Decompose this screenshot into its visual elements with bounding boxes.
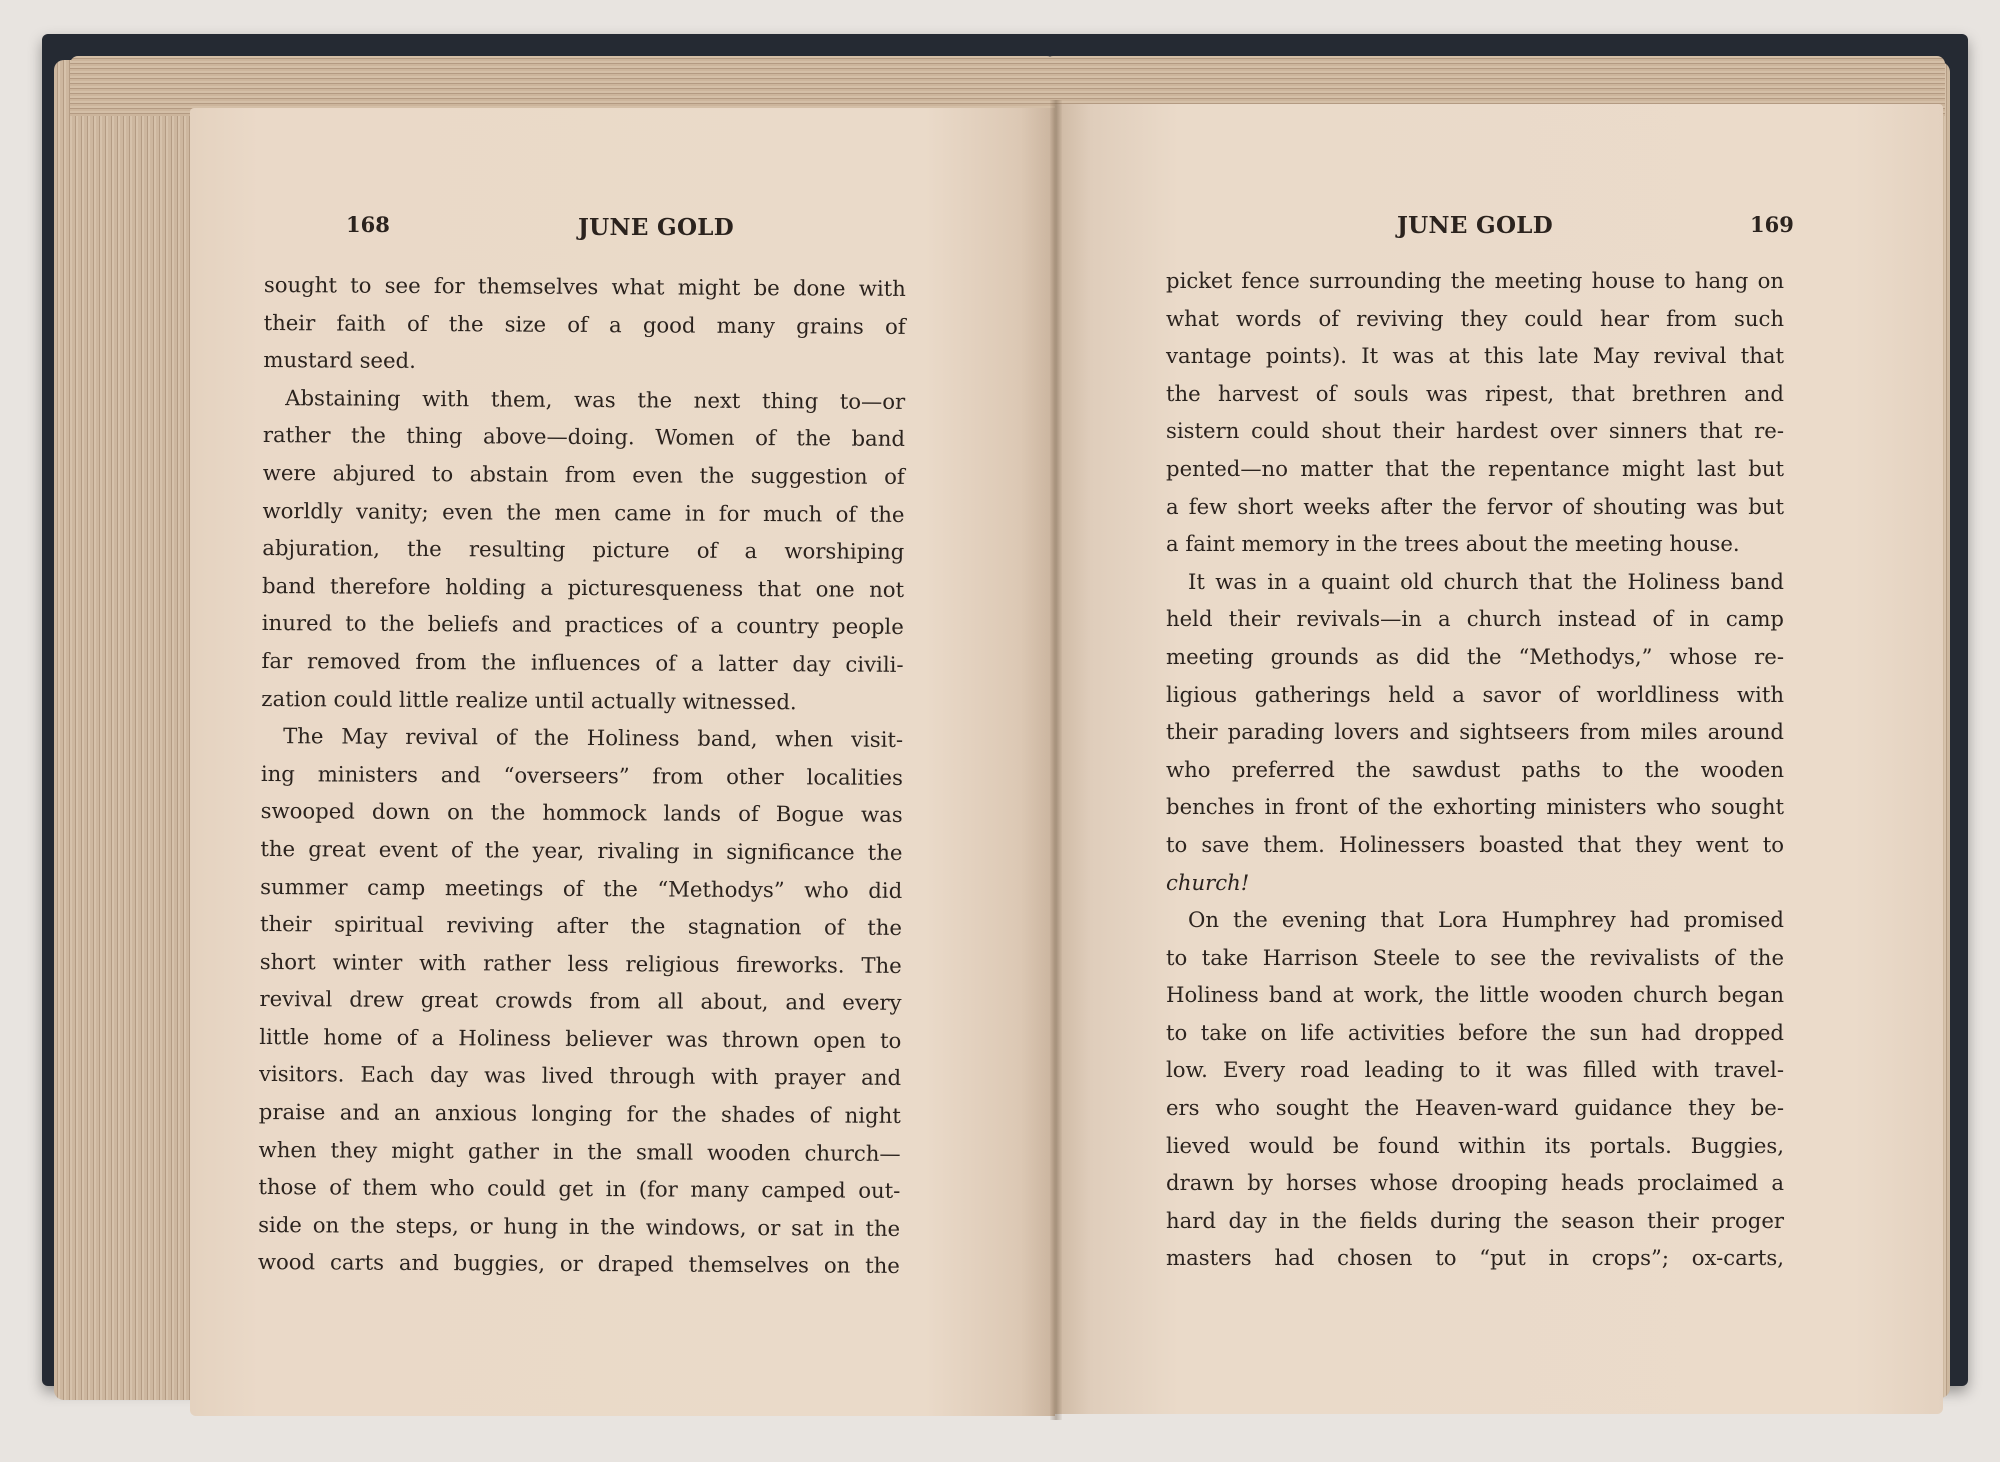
text-line: ing ministers and “overseers” from other localities	[260, 760, 903, 790]
text-line	[1166, 864, 1784, 902]
left-page-edges	[54, 60, 204, 1400]
left-top-page-edges	[70, 56, 1055, 116]
text-line: low. Every road leading to it was filled with travel-	[1166, 1057, 1784, 1083]
text-line: summer camp meetings of the “Methodys” who did	[260, 873, 903, 903]
text-line: vantage points). It was at this late May revival that	[1166, 343, 1784, 369]
text-line: inured to the beliefs and practices of a country people	[261, 610, 904, 640]
text-line: zation could little realize until actually witnessed.	[261, 685, 797, 714]
text-line: praise and an anxious longing for the shades of night	[258, 1099, 901, 1128]
text-line: far removed from the influences of a latter day civili-	[261, 647, 904, 677]
text-line: their spiritual reviving after the stagnation of the	[259, 911, 903, 941]
text-line: Abstaining with them, was the next thing to—or	[285, 384, 906, 414]
text-line: The May revival of the Holiness band, when visit-	[283, 723, 904, 753]
text-line: revival drew great crowds from all about, and every	[259, 986, 902, 1016]
text-line: to take on life activities before the sun had dropped	[1166, 1019, 1784, 1045]
text-line: hard day in the fields during the season their proger	[1166, 1207, 1784, 1233]
text-line: to take Harrison Steele to see the revivalists of the	[1166, 944, 1784, 970]
text-line: band therefore holding a picturesqueness that one not	[261, 572, 905, 602]
text-line: wood carts and buggies, or draped themselves on the	[257, 1249, 900, 1279]
text-line: little home of a Holiness believer was thrown open to	[259, 1023, 902, 1053]
right-page	[1055, 104, 1943, 1414]
text-line: their parading lovers and sightseers from miles around	[1166, 719, 1784, 745]
text-line: mustard seed.	[263, 347, 416, 374]
text-line: a few short weeks after the fervor of shouting was but	[1166, 493, 1784, 519]
left-page-body	[258, 266, 906, 1285]
text-line: those of them who could get in (for many camped out-	[258, 1174, 901, 1204]
text-line: masters had chosen to “put in crops”; ox-carts,	[1166, 1245, 1784, 1271]
left-page	[190, 108, 1055, 1416]
text-line: sistern could shout their hardest over sinners that re-	[1166, 418, 1784, 444]
text-line: lieved would be found within its portals. Buggies,	[1166, 1132, 1784, 1158]
left-page-number: 168	[346, 212, 390, 237]
text-line: abjuration, the resulting picture of a worshiping	[262, 535, 905, 565]
text-line: were abjured to abstain from even the suggestion of	[262, 459, 905, 489]
text-line: meeting grounds as did the “Methodys,” whose re-	[1166, 643, 1784, 669]
text-line: to save them. Holinessers boasted that they went to	[1166, 831, 1784, 857]
text-line: It was in a quaint old church that the Holiness band	[1188, 568, 1784, 594]
text-line: swooped down on the hommock lands of Bogue was	[260, 798, 903, 828]
text-line: drawn by horses whose drooping heads proclaimed a	[1166, 1170, 1784, 1196]
book-gutter	[1050, 100, 1062, 1420]
text-line: pented—no matter that the repentance might last but	[1166, 455, 1784, 481]
text-line: short winter with rather less religious fireworks. The	[259, 948, 902, 978]
text-line: the great event of the year, rivaling in significance the	[260, 835, 903, 865]
text-line: the harvest of souls was ripest, that brethren and	[1166, 380, 1784, 406]
right-page-number: 169	[1750, 212, 1794, 237]
text-line: ligious gatherings held a savor of worldliness with	[1166, 681, 1784, 707]
text-line: sought to see for themselves what might be done with	[263, 271, 906, 301]
text-line: their faith of the size of a good many grains of	[263, 309, 906, 339]
right-page-body	[1166, 262, 1784, 1277]
right-running-title: JUNE GOLD	[1397, 212, 1553, 239]
text-line: On the evening that Lora Humphrey had promised	[1188, 907, 1784, 933]
text-line: picket fence surrounding the meeting house to hang on	[1166, 268, 1784, 293]
text-line: worldly vanity; even the men came in for much of the	[262, 497, 905, 527]
text-line: visitors. Each day was lived through with prayer and	[258, 1061, 902, 1091]
text-line: Holiness band at work, the little wooden church began	[1166, 982, 1784, 1008]
text-line: side on the steps, or hung in the windows, or sat in the	[258, 1211, 901, 1241]
text-line: what words of reviving they could hear from such	[1166, 305, 1784, 331]
left-running-title: JUNE GOLD	[578, 214, 734, 241]
text-line: benches in front of the exhorting ministers who sought	[1166, 794, 1784, 820]
text-line: when they might gather in the small wooden church—	[258, 1136, 901, 1166]
text-line: held their revivals—in a church instead of in camp	[1166, 606, 1784, 632]
text-line: a faint memory in the trees about the meeting house.	[1166, 531, 1740, 557]
text-line: rather the thing above—doing. Women of the band	[262, 422, 906, 452]
text-line: who preferred the sawdust paths to the wooden	[1166, 756, 1784, 782]
text-line: ers who sought the Heaven-ward guidance they be-	[1166, 1095, 1784, 1121]
italic-text: church!	[1166, 869, 1250, 895]
